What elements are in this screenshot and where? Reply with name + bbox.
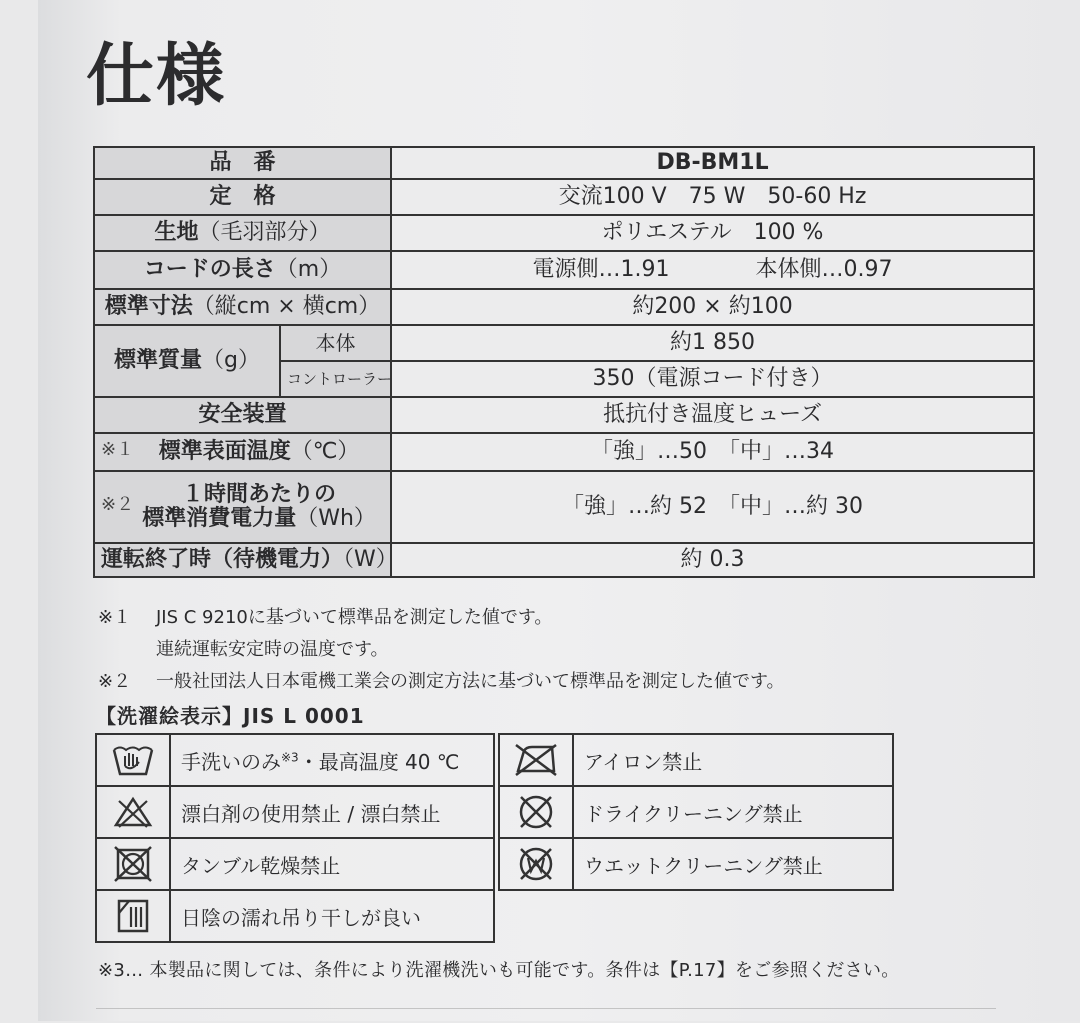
surface-temp-label-paren: （℃） <box>290 438 360 464</box>
standby-label-paren: （W） <box>343 546 398 572</box>
mass-label <box>94 325 280 397</box>
note-number <box>98 634 156 666</box>
care-text: アイロン禁止 <box>573 734 893 786</box>
power-consumption-value: 「強」…約 52 「中」…約 30 <box>391 471 1034 543</box>
note-row <box>98 634 785 666</box>
standby-label-text: 運転終了時（待機電力） <box>101 546 344 572</box>
cord-label-text: コードの長さ <box>143 256 276 282</box>
cord-value-body-side: 本体側…0.97 <box>755 256 893 282</box>
standby-label <box>94 543 398 577</box>
surface-temp-value: 「強」…50 「中」…34 <box>391 433 1034 471</box>
table-row <box>94 543 1034 577</box>
power-label-line2-text: 標準消費電力量 <box>142 506 297 531</box>
no-iron-icon <box>499 734 573 786</box>
no-bleach-icon <box>96 786 170 838</box>
table-row <box>94 147 1034 179</box>
shade-drip-dry-icon <box>96 890 170 942</box>
table-row <box>94 325 1034 361</box>
care-label-title: 【洗濯絵表示】JIS L 0001 <box>96 704 365 728</box>
size-label <box>94 289 391 325</box>
cord-label <box>94 251 391 289</box>
mass-controller-label: コントローラー <box>280 361 391 397</box>
no-wet-clean-icon <box>499 838 573 890</box>
rating-label: 定 格 <box>94 179 391 215</box>
power-label-line2 <box>101 507 384 531</box>
rating-value: 交流100 V 75 W 50-60 Hz <box>391 179 1034 215</box>
model-value: DB-BM1L <box>391 147 1034 179</box>
cord-label-paren: （m） <box>275 256 342 282</box>
care-text-tail: ・最高温度 40 ℃ <box>298 749 460 774</box>
care-text-main: 手洗いのみ <box>181 749 281 774</box>
mass-controller-value: 350（電源コード付き） <box>391 361 1034 397</box>
size-value: 約200 × 約100 <box>391 289 1034 325</box>
fabric-label <box>94 215 391 251</box>
care-row <box>96 786 494 838</box>
spec-table <box>93 146 1035 578</box>
note-text: 連続運転安定時の温度です。 <box>156 639 389 660</box>
mass-label-paren: （g） <box>202 347 260 373</box>
note-row <box>98 602 785 634</box>
cord-value <box>391 251 1034 289</box>
note-row <box>98 666 785 698</box>
note-text: 一般社団法人日本電機工業会の測定方法に基づいて標準品を測定した値です。 <box>156 671 785 692</box>
cord-value-power-side: 電源側…1.91 <box>532 256 670 282</box>
power-consumption-label <box>94 471 391 543</box>
footnote: ※3… 本製品に関しては、条件により洗濯機洗いも可能です。条件は【P.17】をご参照ください。 <box>98 960 900 981</box>
fabric-value: ポリエステル 100 % <box>391 215 1034 251</box>
table-row <box>94 179 1034 215</box>
care-row <box>96 890 494 942</box>
power-label-line1: １時間あたりの <box>182 481 337 507</box>
care-table-left <box>95 733 495 943</box>
care-row <box>499 786 893 838</box>
size-label-paren: （縦cm × 横cm） <box>192 293 381 319</box>
care-row <box>96 734 494 786</box>
table-row <box>94 215 1034 251</box>
hand-wash-icon <box>96 734 170 786</box>
surface-temp-label-text: 標準表面温度 <box>158 438 291 464</box>
power-label-paren: （Wh） <box>296 506 376 531</box>
note-mark-1: ※１ <box>101 438 135 460</box>
next-page-edge <box>96 1008 996 1023</box>
safety-label: 安全装置 <box>94 397 391 433</box>
standby-value: 約 0.3 <box>391 543 1034 577</box>
spec-notes <box>98 602 785 698</box>
care-text: ドライクリーニング禁止 <box>573 786 893 838</box>
table-row <box>94 289 1034 325</box>
care-row <box>96 838 494 890</box>
size-label-text: 標準寸法 <box>104 293 193 319</box>
table-row <box>94 433 1034 471</box>
care-text <box>170 734 494 786</box>
table-row <box>94 397 1034 433</box>
care-table-right <box>498 733 894 891</box>
mass-body-value: 約1 850 <box>391 325 1034 361</box>
table-row <box>94 471 1034 543</box>
care-text: ウエットクリーニング禁止 <box>573 838 893 890</box>
note-number: ※１ <box>98 607 132 628</box>
table-row <box>94 251 1034 289</box>
care-text: 日陰の濡れ吊り干しが良い <box>170 890 494 942</box>
mass-body-label: 本体 <box>280 325 391 361</box>
note-number: ※２ <box>98 671 132 692</box>
care-row <box>499 838 893 890</box>
note-text: JIS C 9210に基づいて標準品を測定した値です。 <box>156 607 553 628</box>
note-mark-2: ※２ <box>101 493 135 515</box>
care-text: 漂白剤の使用禁止 / 漂白禁止 <box>170 786 494 838</box>
care-text-sup: ※3 <box>281 749 299 764</box>
page-title: 仕様 <box>86 37 227 116</box>
surface-temp-label <box>94 433 391 471</box>
model-label: 品 番 <box>94 147 391 179</box>
mass-label-text: 標準質量 <box>114 347 203 373</box>
care-text: タンブル乾燥禁止 <box>170 838 494 890</box>
fabric-label-paren: （毛羽部分） <box>198 219 331 245</box>
safety-value: 抵抗付き温度ヒューズ <box>391 397 1034 433</box>
fabric-label-text: 生地 <box>154 219 199 245</box>
no-tumble-dry-icon <box>96 838 170 890</box>
care-row <box>499 734 893 786</box>
no-dry-clean-icon <box>499 786 573 838</box>
